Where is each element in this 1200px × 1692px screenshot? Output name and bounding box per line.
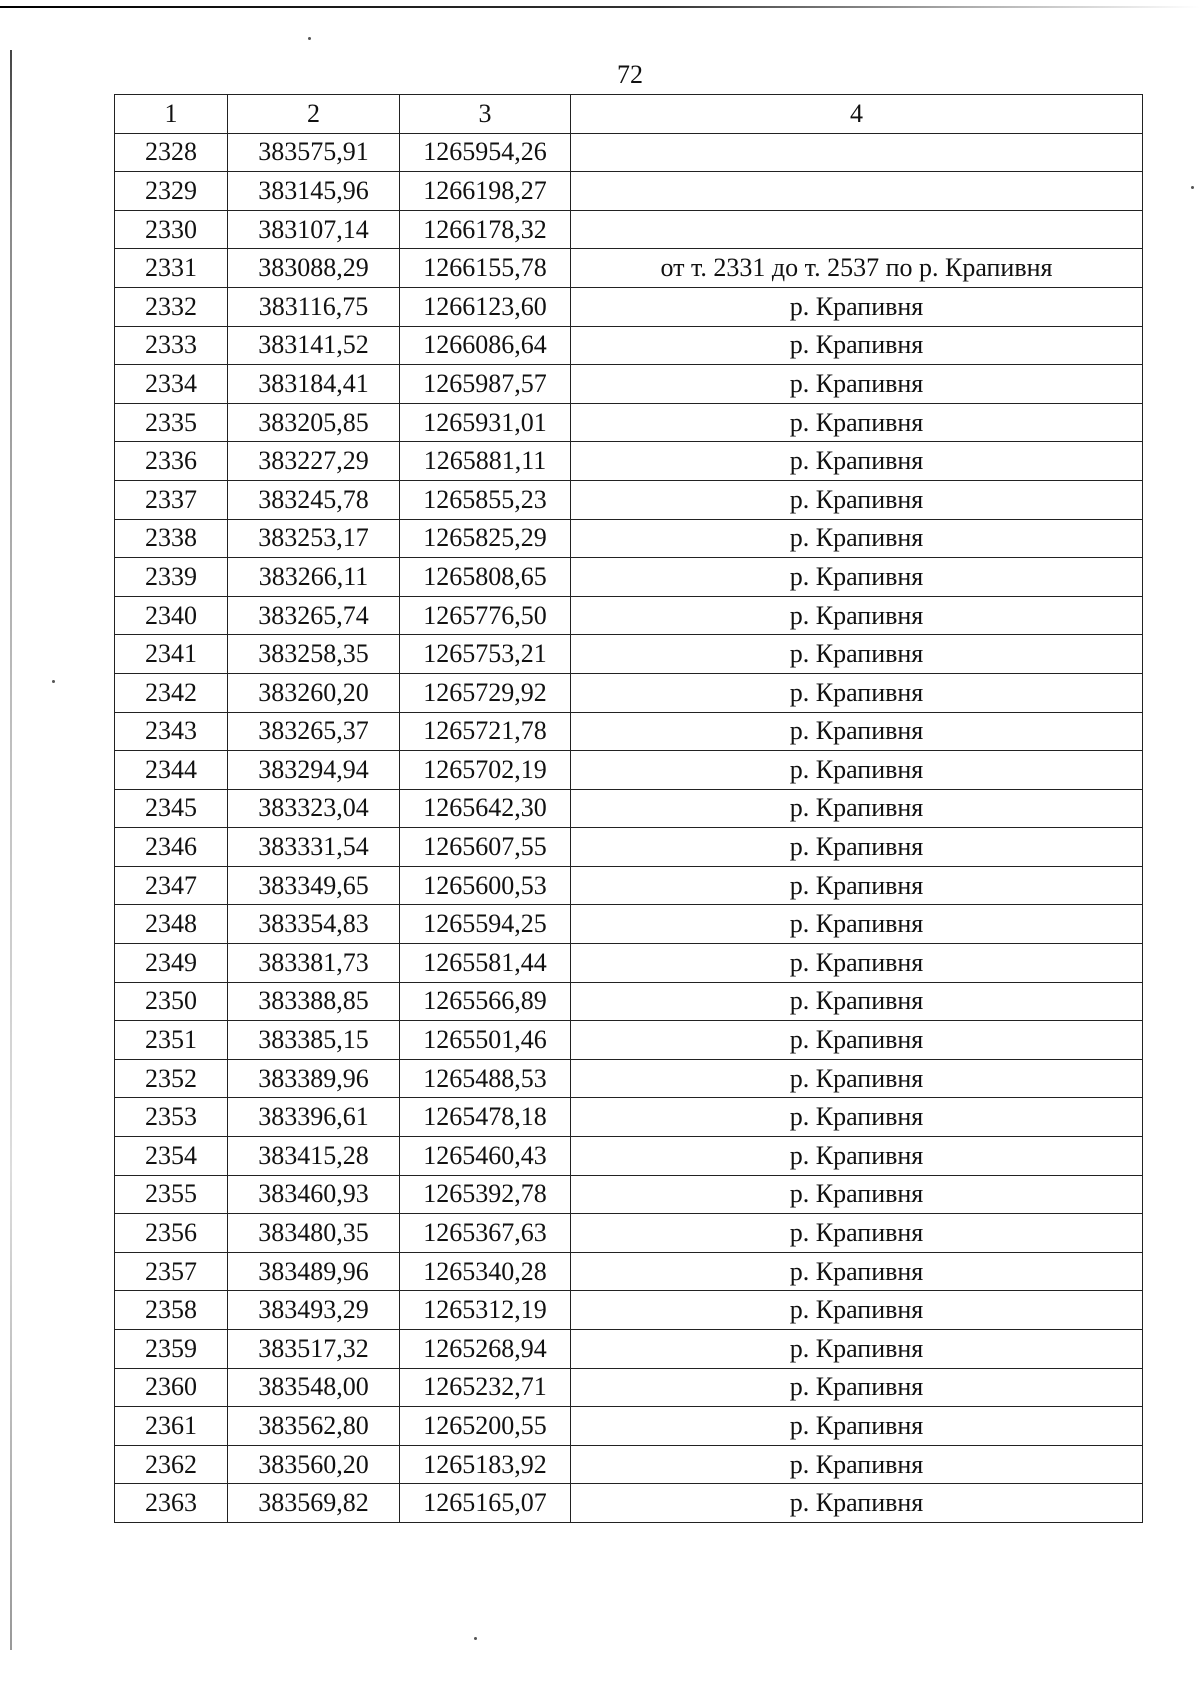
table-row bbox=[115, 635, 1143, 674]
scan-edge-left bbox=[10, 50, 12, 1650]
y-coordinate-cell: 1265954,26 bbox=[400, 133, 571, 172]
description-cell: р. Крапивня bbox=[571, 1137, 1143, 1176]
y-coordinate-cell: 1265501,46 bbox=[400, 1021, 571, 1060]
y-coordinate-cell: 1266086,64 bbox=[400, 326, 571, 365]
x-coordinate-cell: 383489,96 bbox=[228, 1252, 400, 1291]
description-cell: р. Крапивня bbox=[571, 442, 1143, 481]
point-number-cell: 2337 bbox=[115, 480, 228, 519]
description-cell: р. Крапивня bbox=[571, 480, 1143, 519]
x-coordinate-cell: 383265,74 bbox=[228, 596, 400, 635]
scan-speck bbox=[474, 1637, 477, 1640]
description-cell bbox=[571, 210, 1143, 249]
table-row bbox=[115, 1252, 1143, 1291]
point-number-cell: 2328 bbox=[115, 133, 228, 172]
x-coordinate-cell: 383331,54 bbox=[228, 828, 400, 867]
x-coordinate-cell: 383389,96 bbox=[228, 1059, 400, 1098]
point-number-cell: 2352 bbox=[115, 1059, 228, 1098]
description-cell: р. Крапивня bbox=[571, 866, 1143, 905]
table-row bbox=[115, 1098, 1143, 1137]
table-row bbox=[115, 1445, 1143, 1484]
y-coordinate-cell: 1265600,53 bbox=[400, 866, 571, 905]
point-number-cell: 2341 bbox=[115, 635, 228, 674]
x-coordinate-cell: 383517,32 bbox=[228, 1330, 400, 1369]
point-number-cell: 2345 bbox=[115, 789, 228, 828]
x-coordinate-cell: 383227,29 bbox=[228, 442, 400, 481]
x-coordinate-cell: 383569,82 bbox=[228, 1484, 400, 1523]
description-cell bbox=[571, 172, 1143, 211]
description-cell: р. Крапивня bbox=[571, 1059, 1143, 1098]
y-coordinate-cell: 1266198,27 bbox=[400, 172, 571, 211]
y-coordinate-cell: 1265367,63 bbox=[400, 1214, 571, 1253]
description-cell: р. Крапивня bbox=[571, 403, 1143, 442]
column-header-2: 2 bbox=[228, 95, 400, 134]
y-coordinate-cell: 1265825,29 bbox=[400, 519, 571, 558]
description-cell: р. Крапивня bbox=[571, 1021, 1143, 1060]
description-cell: р. Крапивня bbox=[571, 1291, 1143, 1330]
description-cell: р. Крапивня bbox=[571, 751, 1143, 790]
x-coordinate-cell: 383205,85 bbox=[228, 403, 400, 442]
y-coordinate-cell: 1266178,32 bbox=[400, 210, 571, 249]
y-coordinate-cell: 1265881,11 bbox=[400, 442, 571, 481]
y-coordinate-cell: 1265642,30 bbox=[400, 789, 571, 828]
y-coordinate-cell: 1265392,78 bbox=[400, 1175, 571, 1214]
point-number-cell: 2335 bbox=[115, 403, 228, 442]
table-row bbox=[115, 326, 1143, 365]
y-coordinate-cell: 1265594,25 bbox=[400, 905, 571, 944]
x-coordinate-cell: 383460,93 bbox=[228, 1175, 400, 1214]
table-row bbox=[115, 287, 1143, 326]
description-cell: р. Крапивня bbox=[571, 905, 1143, 944]
table-row bbox=[115, 249, 1143, 288]
x-coordinate-cell: 383266,11 bbox=[228, 558, 400, 597]
table-row bbox=[115, 673, 1143, 712]
column-header-1: 1 bbox=[115, 95, 228, 134]
point-number-cell: 2363 bbox=[115, 1484, 228, 1523]
table-row bbox=[115, 712, 1143, 751]
table-row bbox=[115, 982, 1143, 1021]
x-coordinate-cell: 383575,91 bbox=[228, 133, 400, 172]
table-row bbox=[115, 828, 1143, 867]
y-coordinate-cell: 1265566,89 bbox=[400, 982, 571, 1021]
point-number-cell: 2334 bbox=[115, 365, 228, 404]
x-coordinate-cell: 383265,37 bbox=[228, 712, 400, 751]
x-coordinate-cell: 383354,83 bbox=[228, 905, 400, 944]
x-coordinate-cell: 383116,75 bbox=[228, 287, 400, 326]
point-number-cell: 2342 bbox=[115, 673, 228, 712]
point-number-cell: 2333 bbox=[115, 326, 228, 365]
x-coordinate-cell: 383560,20 bbox=[228, 1445, 400, 1484]
page-number: 72 bbox=[617, 60, 643, 89]
y-coordinate-cell: 1265987,57 bbox=[400, 365, 571, 404]
point-number-cell: 2336 bbox=[115, 442, 228, 481]
coordinates-table bbox=[114, 94, 1143, 1523]
description-cell: р. Крапивня bbox=[571, 365, 1143, 404]
y-coordinate-cell: 1265488,53 bbox=[400, 1059, 571, 1098]
table-row bbox=[115, 133, 1143, 172]
scan-speck bbox=[1191, 186, 1194, 189]
table-row bbox=[115, 1291, 1143, 1330]
description-cell: р. Крапивня bbox=[571, 712, 1143, 751]
y-coordinate-cell: 1265729,92 bbox=[400, 673, 571, 712]
point-number-cell: 2361 bbox=[115, 1407, 228, 1446]
y-coordinate-cell: 1265478,18 bbox=[400, 1098, 571, 1137]
column-header-3: 3 bbox=[400, 95, 571, 134]
x-coordinate-cell: 383385,15 bbox=[228, 1021, 400, 1060]
table-row bbox=[115, 403, 1143, 442]
table-row bbox=[115, 519, 1143, 558]
y-coordinate-cell: 1265855,23 bbox=[400, 480, 571, 519]
table-header-row bbox=[115, 95, 1143, 134]
point-number-cell: 2340 bbox=[115, 596, 228, 635]
description-cell: р. Крапивня bbox=[571, 1407, 1143, 1446]
table-row bbox=[115, 210, 1143, 249]
table-row bbox=[115, 866, 1143, 905]
y-coordinate-cell: 1265808,65 bbox=[400, 558, 571, 597]
table-row bbox=[115, 558, 1143, 597]
column-header-4: 4 bbox=[571, 95, 1143, 134]
x-coordinate-cell: 383415,28 bbox=[228, 1137, 400, 1176]
point-number-cell: 2362 bbox=[115, 1445, 228, 1484]
description-cell bbox=[571, 133, 1143, 172]
description-cell: р. Крапивня bbox=[571, 596, 1143, 635]
scan-speck bbox=[52, 680, 55, 683]
description-cell: р. Крапивня bbox=[571, 1098, 1143, 1137]
y-coordinate-cell: 1265312,19 bbox=[400, 1291, 571, 1330]
table-row bbox=[115, 596, 1143, 635]
point-number-cell: 2331 bbox=[115, 249, 228, 288]
point-number-cell: 2330 bbox=[115, 210, 228, 249]
description-cell: р. Крапивня bbox=[571, 287, 1143, 326]
point-number-cell: 2349 bbox=[115, 944, 228, 983]
x-coordinate-cell: 383145,96 bbox=[228, 172, 400, 211]
y-coordinate-cell: 1265200,55 bbox=[400, 1407, 571, 1446]
description-cell: р. Крапивня bbox=[571, 828, 1143, 867]
point-number-cell: 2351 bbox=[115, 1021, 228, 1060]
description-cell: р. Крапивня bbox=[571, 1330, 1143, 1369]
point-number-cell: 2356 bbox=[115, 1214, 228, 1253]
point-number-cell: 2346 bbox=[115, 828, 228, 867]
table-row bbox=[115, 1021, 1143, 1060]
y-coordinate-cell: 1266155,78 bbox=[400, 249, 571, 288]
point-number-cell: 2355 bbox=[115, 1175, 228, 1214]
y-coordinate-cell: 1265460,43 bbox=[400, 1137, 571, 1176]
table-row bbox=[115, 905, 1143, 944]
description-cell: р. Крапивня bbox=[571, 789, 1143, 828]
point-number-cell: 2358 bbox=[115, 1291, 228, 1330]
point-number-cell: 2329 bbox=[115, 172, 228, 211]
point-number-cell: 2353 bbox=[115, 1098, 228, 1137]
point-number-cell: 2348 bbox=[115, 905, 228, 944]
y-coordinate-cell: 1265183,92 bbox=[400, 1445, 571, 1484]
table-row bbox=[115, 789, 1143, 828]
table-row bbox=[115, 751, 1143, 790]
x-coordinate-cell: 383245,78 bbox=[228, 480, 400, 519]
point-number-cell: 2350 bbox=[115, 982, 228, 1021]
x-coordinate-cell: 383260,20 bbox=[228, 673, 400, 712]
table-row bbox=[115, 944, 1143, 983]
description-cell: р. Крапивня bbox=[571, 326, 1143, 365]
table-row bbox=[115, 1059, 1143, 1098]
x-coordinate-cell: 383562,80 bbox=[228, 1407, 400, 1446]
x-coordinate-cell: 383258,35 bbox=[228, 635, 400, 674]
point-number-cell: 2360 bbox=[115, 1368, 228, 1407]
table-row bbox=[115, 480, 1143, 519]
scan-speck bbox=[308, 37, 311, 40]
description-cell: р. Крапивня bbox=[571, 944, 1143, 983]
table-row bbox=[115, 1484, 1143, 1523]
description-cell: р. Крапивня bbox=[571, 558, 1143, 597]
description-cell: от т. 2331 до т. 2537 по р. Крапивня bbox=[571, 249, 1143, 288]
table-row bbox=[115, 172, 1143, 211]
point-number-cell: 2354 bbox=[115, 1137, 228, 1176]
description-cell: р. Крапивня bbox=[571, 635, 1143, 674]
y-coordinate-cell: 1265721,78 bbox=[400, 712, 571, 751]
x-coordinate-cell: 383294,94 bbox=[228, 751, 400, 790]
scan-edge-top bbox=[0, 6, 1200, 8]
y-coordinate-cell: 1265702,19 bbox=[400, 751, 571, 790]
point-number-cell: 2343 bbox=[115, 712, 228, 751]
x-coordinate-cell: 383480,35 bbox=[228, 1214, 400, 1253]
y-coordinate-cell: 1265232,71 bbox=[400, 1368, 571, 1407]
y-coordinate-cell: 1265340,28 bbox=[400, 1252, 571, 1291]
table-row bbox=[115, 1407, 1143, 1446]
x-coordinate-cell: 383493,29 bbox=[228, 1291, 400, 1330]
table-row bbox=[115, 1175, 1143, 1214]
description-cell: р. Крапивня bbox=[571, 1214, 1143, 1253]
x-coordinate-cell: 383381,73 bbox=[228, 944, 400, 983]
description-cell: р. Крапивня bbox=[571, 673, 1143, 712]
table-row bbox=[115, 442, 1143, 481]
x-coordinate-cell: 383388,85 bbox=[228, 982, 400, 1021]
y-coordinate-cell: 1265581,44 bbox=[400, 944, 571, 983]
x-coordinate-cell: 383107,14 bbox=[228, 210, 400, 249]
y-coordinate-cell: 1265931,01 bbox=[400, 403, 571, 442]
y-coordinate-cell: 1265776,50 bbox=[400, 596, 571, 635]
y-coordinate-cell: 1265165,07 bbox=[400, 1484, 571, 1523]
description-cell: р. Крапивня bbox=[571, 519, 1143, 558]
description-cell: р. Крапивня bbox=[571, 1252, 1143, 1291]
x-coordinate-cell: 383396,61 bbox=[228, 1098, 400, 1137]
x-coordinate-cell: 383323,04 bbox=[228, 789, 400, 828]
x-coordinate-cell: 383088,29 bbox=[228, 249, 400, 288]
y-coordinate-cell: 1265607,55 bbox=[400, 828, 571, 867]
table-row bbox=[115, 365, 1143, 404]
description-cell: р. Крапивня bbox=[571, 1175, 1143, 1214]
y-coordinate-cell: 1266123,60 bbox=[400, 287, 571, 326]
y-coordinate-cell: 1265268,94 bbox=[400, 1330, 571, 1369]
y-coordinate-cell: 1265753,21 bbox=[400, 635, 571, 674]
point-number-cell: 2347 bbox=[115, 866, 228, 905]
point-number-cell: 2338 bbox=[115, 519, 228, 558]
point-number-cell: 2344 bbox=[115, 751, 228, 790]
table-body bbox=[115, 133, 1143, 1522]
table-row bbox=[115, 1330, 1143, 1369]
point-number-cell: 2357 bbox=[115, 1252, 228, 1291]
table-row bbox=[115, 1368, 1143, 1407]
point-number-cell: 2359 bbox=[115, 1330, 228, 1369]
x-coordinate-cell: 383349,65 bbox=[228, 866, 400, 905]
x-coordinate-cell: 383548,00 bbox=[228, 1368, 400, 1407]
x-coordinate-cell: 383184,41 bbox=[228, 365, 400, 404]
x-coordinate-cell: 383253,17 bbox=[228, 519, 400, 558]
x-coordinate-cell: 383141,52 bbox=[228, 326, 400, 365]
table-row bbox=[115, 1214, 1143, 1253]
point-number-cell: 2339 bbox=[115, 558, 228, 597]
description-cell: р. Крапивня bbox=[571, 1484, 1143, 1523]
description-cell: р. Крапивня bbox=[571, 1368, 1143, 1407]
point-number-cell: 2332 bbox=[115, 287, 228, 326]
description-cell: р. Крапивня bbox=[571, 982, 1143, 1021]
description-cell: р. Крапивня bbox=[571, 1445, 1143, 1484]
table-row bbox=[115, 1137, 1143, 1176]
